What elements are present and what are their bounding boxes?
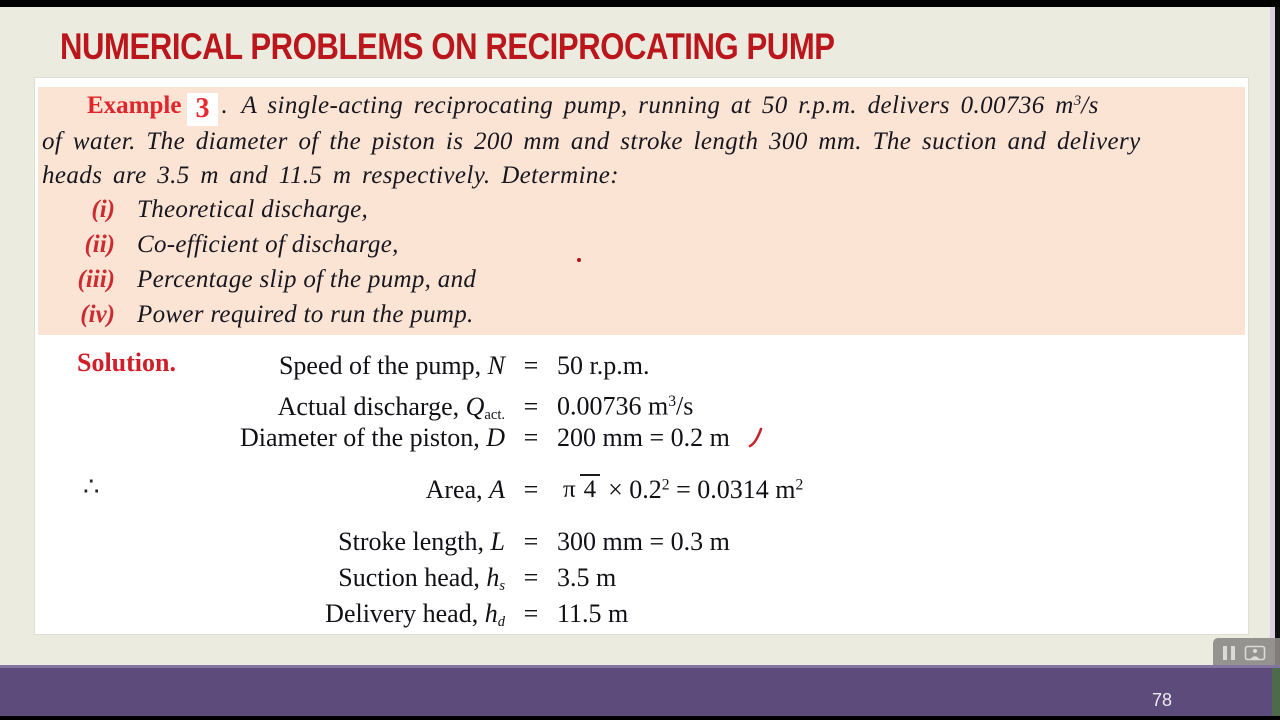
footer-green-strip [1272, 668, 1280, 716]
slide-title: NUMERICAL PROBLEMS ON RECIPROCATING PUMP [60, 26, 835, 67]
page-number: 78 [1152, 690, 1173, 710]
subscript-s: s [499, 578, 505, 595]
value-suction-head: 3.5 m [557, 563, 617, 592]
right-edge-black-strip [1275, 7, 1280, 665]
variable-L: L [490, 527, 505, 556]
variable-Q: Q [465, 391, 485, 421]
pause-icon [1223, 646, 1227, 660]
equals-sign: = [523, 475, 539, 504]
list-numeral-iv: (iv) [80, 301, 115, 328]
video-controls-overlay [1213, 638, 1280, 668]
equals-sign: = [523, 351, 539, 380]
problem-line-1 [87, 92, 1099, 126]
variable-D: D [486, 423, 505, 452]
equals-sign: = [523, 391, 539, 421]
red-tick-icon [746, 424, 766, 460]
solution-row-area: Area, A = π 4 × $0.2^2 = 0.0314$ $m^2$ [75, 456, 935, 524]
presenter-icon [1244, 645, 1266, 661]
variable-h: h [484, 599, 498, 628]
presenter-toggle-button[interactable] [1244, 645, 1266, 661]
solution-row-suction-head: Suction head, hs = 3.5 m [75, 560, 935, 596]
equals-sign: = [523, 599, 539, 628]
problem-intro-unit: /s [1081, 92, 1099, 119]
solution-heading: Solution. [77, 348, 176, 377]
list-numeral-ii: (ii) [84, 231, 115, 258]
problem-intro-text: A single-acting reciprocating pump, running at 50 r.p.m. delivers 0.00736 m [241, 92, 1074, 119]
value-delivery-head: 11.5 m [557, 599, 629, 628]
example-period: . [220, 92, 228, 119]
cubic-superscript: 3 [1073, 92, 1082, 109]
annotation-dot [577, 258, 581, 262]
solution-block [75, 348, 935, 632]
solution-row-stroke-length: Stroke length, L = 300 mm = 0.3 m [75, 524, 935, 560]
equals-sign: = [523, 527, 539, 556]
pause-button[interactable] [1223, 646, 1235, 660]
solution-row-actual-discharge: Actual discharge, Qact. = 0.00736 $m^3/s$ [75, 384, 935, 420]
equals-sign: = [523, 563, 539, 592]
value-stroke-length: 300 mm = 0.3 m [557, 527, 730, 556]
example-label: Example [87, 92, 182, 119]
problem-line-2: of water. The diameter of the piston is 200 mm and stroke length 300 mm. The suction and delivery [42, 128, 1141, 155]
value-diameter: 200 mm = 0.2 m [557, 420, 935, 460]
value-actual-discharge: 0.00736 $m^3/s$ [557, 391, 694, 421]
solution-row-delivery-head: Delivery head, hd = 11.5 m [75, 596, 935, 632]
example-number: 3 [187, 93, 217, 126]
subscript-act: act. [484, 406, 505, 423]
list-item-ii: Co-efficient of discharge, [137, 231, 399, 258]
value-speed: 50 r.p.m. [557, 351, 650, 380]
value-area: π 4 × $0.2^2 = 0.0314$ $m^2$ [557, 475, 935, 505]
therefore-symbol: ∴ [83, 472, 100, 501]
solution-row-speed: Speed of the pump, N = 50 r.p.m. [75, 348, 935, 384]
bottom-letterbox [0, 716, 1280, 720]
list-item-iv: Power required to run the pump. [137, 301, 474, 328]
variable-N: N [487, 351, 505, 380]
subscript-d: d [497, 614, 505, 631]
solution-row-diameter: Diameter of the piston, D = 200 mm = 0.2 m [75, 420, 935, 456]
variable-h: h [486, 563, 500, 592]
list-numeral-iii: (iii) [77, 266, 115, 293]
problem-statement-box [38, 87, 1245, 335]
textbook-scan-card [35, 78, 1248, 634]
list-item-iii: Percentage slip of the pump, and [137, 266, 477, 293]
problem-line-3: heads are 3.5 m and 11.5 m respectively. Determine: [42, 162, 620, 189]
list-item-i: Theoretical discharge, [137, 196, 369, 223]
list-numeral-i: (i) [91, 196, 115, 223]
equals-sign: = [523, 423, 539, 452]
footer-bar [0, 665, 1280, 716]
pi-over-4-fraction: π 4 [559, 476, 600, 504]
variable-A: A [489, 475, 505, 504]
